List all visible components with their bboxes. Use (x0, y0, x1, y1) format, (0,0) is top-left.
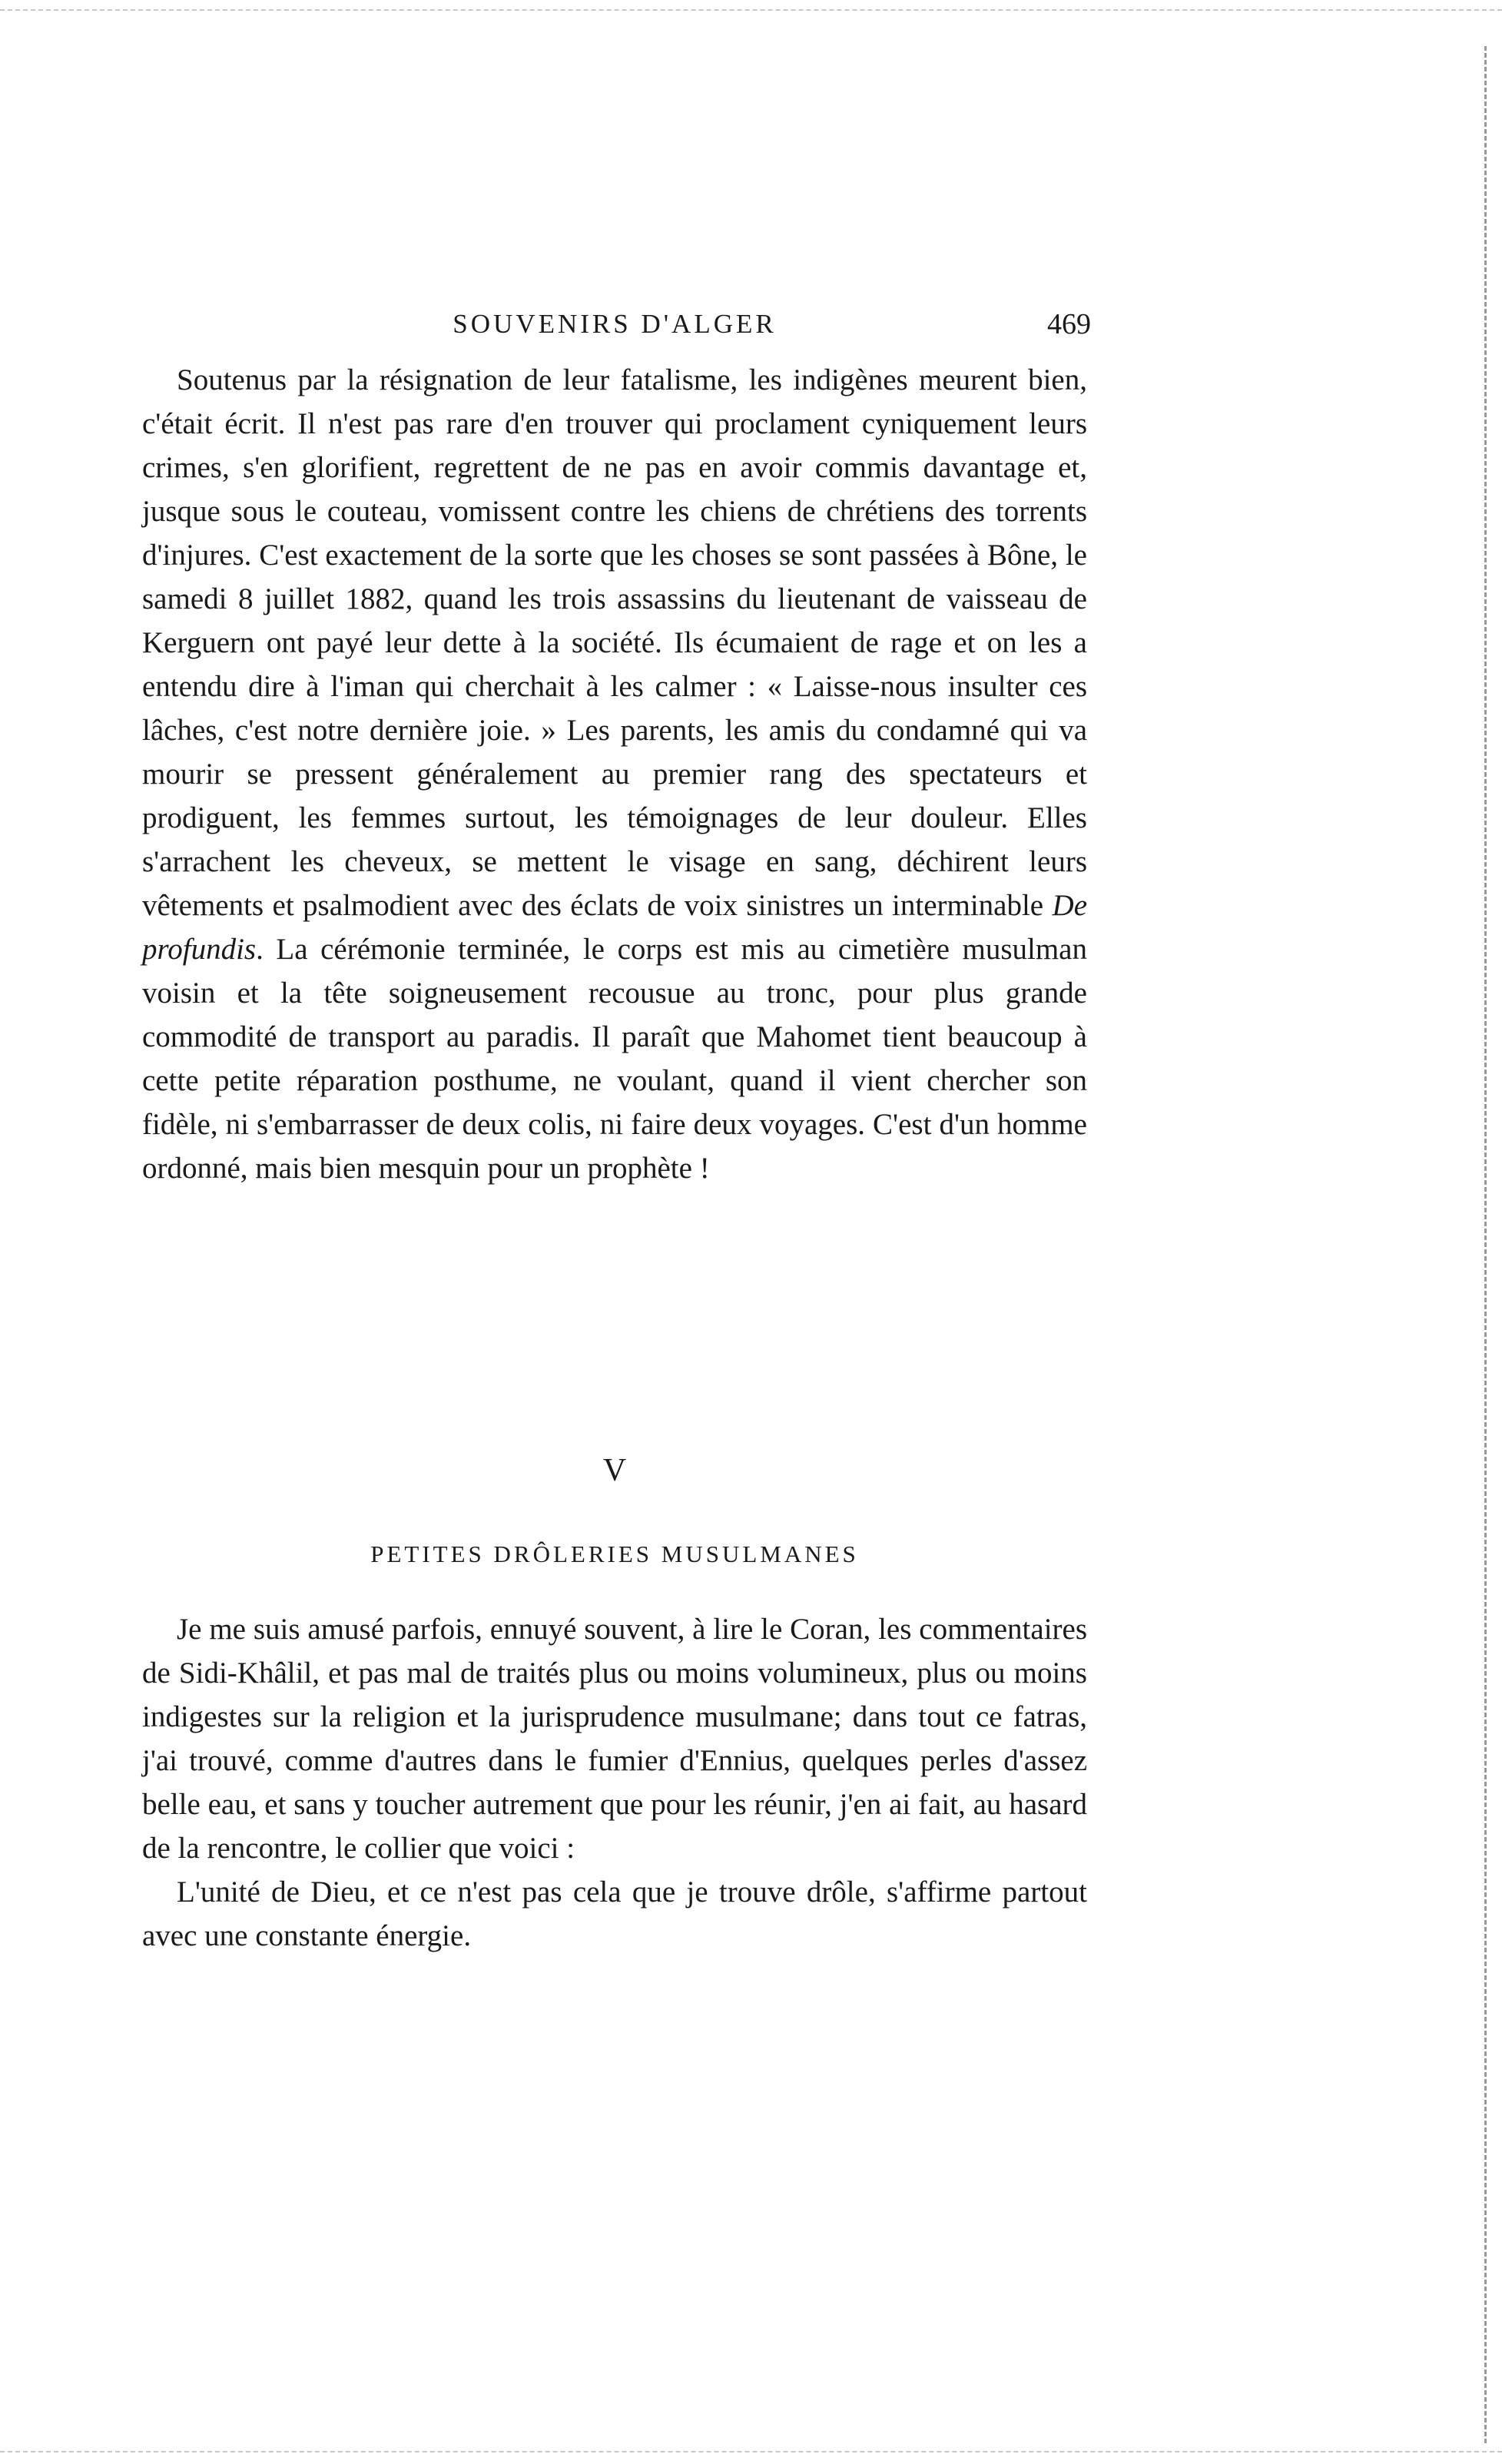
running-title: SOUVENIRS D'ALGER (453, 309, 777, 339)
paragraph-1 (142, 358, 1087, 1190)
section-number: V (602, 1453, 627, 1488)
page-number: 469 (1047, 308, 1091, 340)
paragraph-2: Je me suis amusé parfois, ennuyé souvent, à lire le Coran, les commentaires de Sidi-Khâlil, et pas mal de traités plus ou moins volumineux, plus ou moins indigestes sur la religion et la jurisprudence musulmane; dans tout ce fatras, j'ai trouvé, comme d'autres dans le fumier d'Ennius, quelques perles d'assez belle eau, et sans y toucher autrement que pour les réunir, j'en ai fait, au hasard de la rencontre, le collier que voici : (142, 1613, 1087, 1865)
paragraph-1-end: . La cérémonie terminée, le corps est mis au cimetière musulman voisin et la tête soigneusement recousue au tronc, pour plus grande commodité de transport au paradis. Il paraît que Mahomet tient beaucoup à cette petite réparation posthume, ne voulant, quand il vient chercher son fidèle, ni s'embarrasser de deux colis, ni faire deux voyages. C'est d'un homme ordonné, mais bien mesquin pour un prophète ! (142, 933, 1087, 1185)
section-title: PETITES DRÔLERIES MUSULMANES (370, 1540, 859, 1567)
paragraph-1-text: Soutenus par la résignation de leur fatalisme, les indigènes meurent bien, c'était écrit. Il n'est pas rare d'en trouver qui proclament cyniquement leurs crimes, s'en glorifient, regrettent de ne pas en avoir commis davantage et, jusque sous le couteau, vomissent contre les chiens de chrétiens des torrents d'injures. C'est exactement de la sorte que les choses se sont passées à Bône, le samedi 8 juillet 1882, quand les trois assassins du lieutenant de vaisseau de Kerguern ont payé leur dette à la société. Ils écumaient de rage et on les a entendu dire à l'iman qui cherchait à les calmer : « Laisse-nous insulter ces lâches, c'est notre dernière joie. » Les parents, les amis du condamné qui va mourir se pressent généralement au premier rang des spectateurs et prodiguent, les femmes surtout, les témoignages de leur douleur. Elles s'arrachent les cheveux, se mettent le visage en sang, déchirent leurs vêtements et psalmodient avec des éclats de voix sinistres un interminable (142, 363, 1087, 922)
scan-edge-bottom (0, 2451, 1502, 2452)
paragraph-1-italic: De profundis (142, 889, 1088, 966)
scan-edge-right (1484, 46, 1487, 2443)
body-text (142, 358, 1087, 1190)
body-text-2 (142, 1607, 1087, 1958)
running-head (138, 304, 1091, 350)
paragraph-3: L'unité de Dieu, et ce n'est pas cela que je trouve drôle, s'affirme partout avec une constante énergie. (142, 1875, 1087, 1952)
scan-edge-top (0, 9, 1502, 11)
